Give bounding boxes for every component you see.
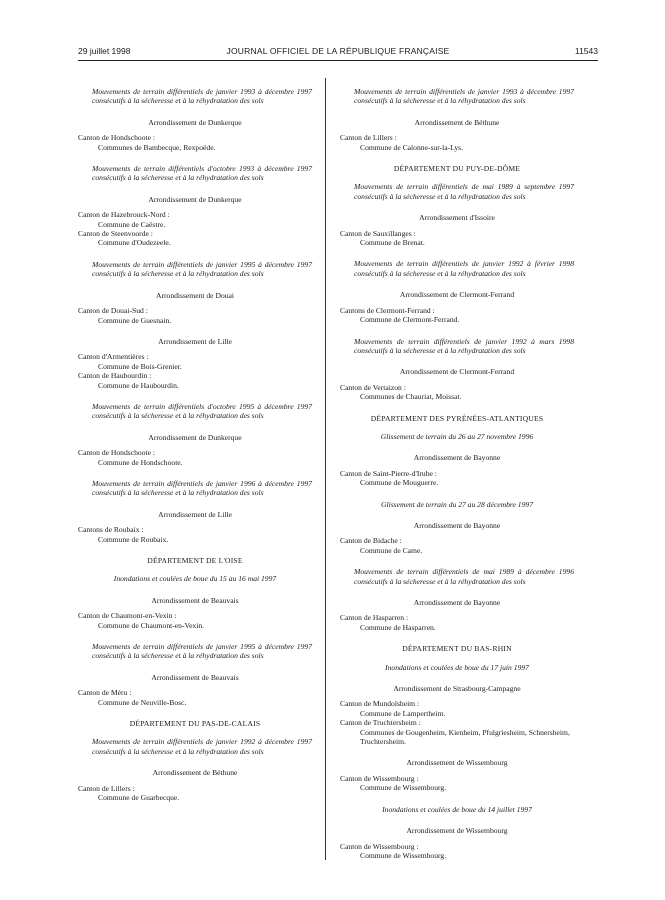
canton-line: Canton de Hasparren : bbox=[340, 613, 409, 623]
canton-line: Canton de Chaumont-en-Vexin : bbox=[78, 611, 177, 621]
movement-description: Mouvements de terrain différentiels d'octobre 1993 à décembre 1997 consécutifs à la sécheresse et à la réhydratation des sols bbox=[92, 164, 312, 183]
commune-line: Commune de Caëstre. bbox=[98, 219, 166, 229]
canton-line: Canton de Hondschoote : bbox=[78, 133, 155, 143]
movement-description: Mouvements de terrain différentiels de janvier 1995 à décembre 1997 consécutifs à la sécheresse et à la réhydratation des sols bbox=[92, 259, 312, 279]
commune-line: Commune de Calonne-sur-la-Lys. bbox=[360, 142, 463, 152]
canton-line: Canton de Lillers : bbox=[340, 133, 397, 143]
commune-line: Commune de Wissembourg. bbox=[360, 783, 447, 793]
commune-line: Commune de Chaumont-en-Vexin. bbox=[98, 620, 205, 630]
canton-line: Canton de Hondschoote : bbox=[78, 448, 155, 458]
arrondissement-heading: Arrondissement de Béthune bbox=[152, 768, 238, 778]
movement-description: Mouvements de terrain différentiels de janvier 1993 à décembre 1997 consécutifs à la sécheresse et à la réhydratation des sols bbox=[92, 87, 312, 106]
movement-description: Mouvements de terrain différentiels de janvier 1996 à décembre 1997 consécutifs à la sécheresse et à la réhydratation des sols bbox=[92, 478, 312, 498]
department-heading: DÉPARTEMENT DU PUY-DE-DÔME bbox=[393, 164, 521, 174]
arrondissement-heading: Arrondissement de Wissembourg bbox=[406, 758, 508, 768]
arrondissement-heading: Arrondissement de Dunkerque bbox=[148, 117, 242, 127]
commune-line: Commune de Brenat. bbox=[360, 238, 425, 248]
arrondissement-heading: Arrondissement de Lille bbox=[158, 336, 232, 346]
page-header bbox=[78, 46, 598, 60]
canton-line: Canton de Sauxillanges : bbox=[340, 228, 416, 238]
arrondissement-heading: Arrondissement de Bayonne bbox=[413, 520, 501, 530]
commune-line: Commune de Guarbecque. bbox=[98, 793, 180, 803]
movement-description: Mouvements de terrain différentiels de janvier 1992 à février 1998 consécutifs à la sécheresse et à la réhydratation des sols bbox=[354, 259, 574, 278]
department-heading: DÉPARTEMENT DE L'OISE bbox=[147, 556, 243, 565]
commune-line: Commune de Hondschoote. bbox=[98, 457, 183, 467]
event-heading: Glissement de terrain du 26 au 27 novembre 1996 bbox=[380, 431, 534, 441]
arrondissement-heading: Arrondissement de Beauvais bbox=[151, 595, 239, 605]
canton-line: Canton de Douai-Sud : bbox=[78, 306, 148, 316]
issue-date: 29 juillet 1998 bbox=[78, 46, 131, 56]
commune-line: Commune de Lampertheim. bbox=[360, 708, 446, 718]
event-heading: Glissement de terrain du 27 au 28 décembre 1997 bbox=[381, 499, 533, 509]
commune-line: Communes de Chauriat, Moissat. bbox=[360, 392, 462, 402]
arrondissement-heading: Arrondissement de Clermont-Ferrand bbox=[399, 367, 515, 377]
left-column bbox=[78, 87, 312, 803]
commune-line: Commune de Clermont-Ferrand. bbox=[360, 315, 460, 325]
canton-line: Canton de Saint-Pierre-d'Irube : bbox=[340, 468, 437, 478]
canton-line: Canton d'Armentières : bbox=[78, 352, 149, 362]
event-heading: Inondations et coulées de boue du 15 au 16 mai 1997 bbox=[113, 574, 277, 584]
right-column bbox=[340, 87, 574, 860]
movement-description: Mouvements de terrain différentiels de janvier 1993 à décembre 1997 consécutifs à la sécheresse et à la réhydratation des sols bbox=[354, 87, 574, 106]
arrondissement-heading: Arrondissement de Strasbourg-Campagne bbox=[393, 684, 521, 694]
commune-line: Commune de Guesnain. bbox=[98, 315, 172, 325]
movement-description: Mouvements de terrain différentiels de mai 1989 à septembre 1997 consécutifs à la sécheresse et à la réhydratation des sols bbox=[354, 182, 574, 201]
commune-line: Commune de Mouguerre. bbox=[360, 478, 439, 488]
commune-line: Commune de Neuville-Bosc. bbox=[98, 697, 187, 707]
canton-line: Canton de Haubourdin : bbox=[78, 371, 152, 381]
column-divider bbox=[325, 78, 326, 860]
canton-line: Canton de Méru : bbox=[78, 688, 132, 698]
arrondissement-heading: Arrondissement de Douai bbox=[155, 290, 235, 300]
department-heading: DÉPARTEMENT DES PYRÉNÉES-ATLANTIQUES bbox=[370, 413, 544, 423]
canton-line: Canton de Mundolsheim : bbox=[340, 699, 420, 709]
canton-line: Canton de Bidache : bbox=[340, 536, 402, 546]
event-heading: Inondations et coulées de boue du 14 juillet 1997 bbox=[382, 804, 532, 814]
department-heading: DÉPARTEMENT DU PAS-DE-CALAIS bbox=[129, 719, 261, 729]
canton-line: Canton de Hazebrouck-Nord : bbox=[78, 210, 170, 220]
canton-line: Canton de Truchtersheim : bbox=[340, 718, 421, 728]
commune-line: Commune de Wissembourg. bbox=[360, 850, 447, 860]
movement-description: Mouvements de terrain différentiels de janvier 1992 à décembre 1997 consécutifs à la sécheresse et à la réhydratation des sols bbox=[92, 737, 312, 756]
arrondissement-heading: Arrondissement de Bayonne bbox=[413, 598, 501, 607]
arrondissement-heading: Arrondissement de Wissembourg bbox=[406, 826, 508, 836]
journal-title: JOURNAL OFFICIEL DE LA RÉPUBLIQUE FRANÇAISE bbox=[226, 46, 450, 56]
department-heading: DÉPARTEMENT DU BAS-RHIN bbox=[402, 644, 512, 654]
canton-line: Canton de Lillers : bbox=[78, 783, 135, 793]
movement-description: Mouvements de terrain différentiels de janvier 1995 à décembre 1997 consécutifs à la sécheresse et à la réhydratation des sols bbox=[92, 642, 312, 661]
commune-line: Communes de Gougenheim, Kienheim, Pfulgriesheim, Schnersheim, Truchtersheim. bbox=[360, 727, 570, 747]
arrondissement-heading: Arrondissement de Béthune bbox=[414, 117, 500, 127]
arrondissement-heading: Arrondissement de Beauvais bbox=[151, 672, 239, 682]
canton-line: Canton de Wissembourg : bbox=[340, 841, 419, 851]
commune-line: Commune d'Oudezeele. bbox=[98, 238, 171, 248]
canton-line: Canton de Wissembourg : bbox=[340, 773, 419, 783]
arrondissement-heading: Arrondissement de Clermont-Ferrand bbox=[399, 290, 515, 300]
header-rule bbox=[78, 60, 598, 61]
commune-line: Communes de Bambecque, Rexpoëde. bbox=[98, 142, 216, 152]
movement-description: Mouvements de terrain différentiels de mai 1989 à décembre 1996 consécutifs à la sécheresse et à la réhydratation des sols bbox=[354, 567, 574, 586]
movement-description: Mouvements de terrain différentiels d'octobre 1995 à décembre 1997 consécutifs à la sécheresse et à la réhydratation des sols bbox=[92, 401, 312, 421]
arrondissement-heading: Arrondissement de Dunkerque bbox=[148, 432, 242, 442]
canton-line: Cantons de Clermont-Ferrand : bbox=[340, 305, 435, 315]
arrondissement-heading: Arrondissement d'Issoire bbox=[419, 213, 495, 223]
commune-line: Commune de Came. bbox=[360, 545, 423, 555]
commune-line: Commune de Hasparren. bbox=[360, 622, 436, 632]
canton-line: Canton de Vertaizon : bbox=[340, 382, 406, 392]
arrondissement-heading: Arrondissement de Bayonne bbox=[413, 453, 501, 463]
event-heading: Inondations et coulées de boue du 17 juin 1997 bbox=[385, 662, 529, 672]
page-number: 11543 bbox=[574, 46, 598, 56]
commune-line: Commune de Bois-Grenier. bbox=[98, 361, 182, 371]
movement-description: Mouvements de terrain différentiels de janvier 1992 à mars 1998 consécutifs à la sécheresse et à la réhydratation des sols bbox=[354, 336, 574, 355]
canton-line: Canton de Steenvoorde : bbox=[78, 229, 153, 239]
arrondissement-heading: Arrondissement de Lille bbox=[158, 509, 232, 519]
canton-line: Cantons de Roubaix : bbox=[78, 525, 144, 535]
arrondissement-heading: Arrondissement de Dunkerque bbox=[148, 194, 242, 204]
commune-line: Commune de Roubaix. bbox=[98, 534, 169, 544]
commune-line: Commune de Haubourdin. bbox=[98, 380, 179, 390]
